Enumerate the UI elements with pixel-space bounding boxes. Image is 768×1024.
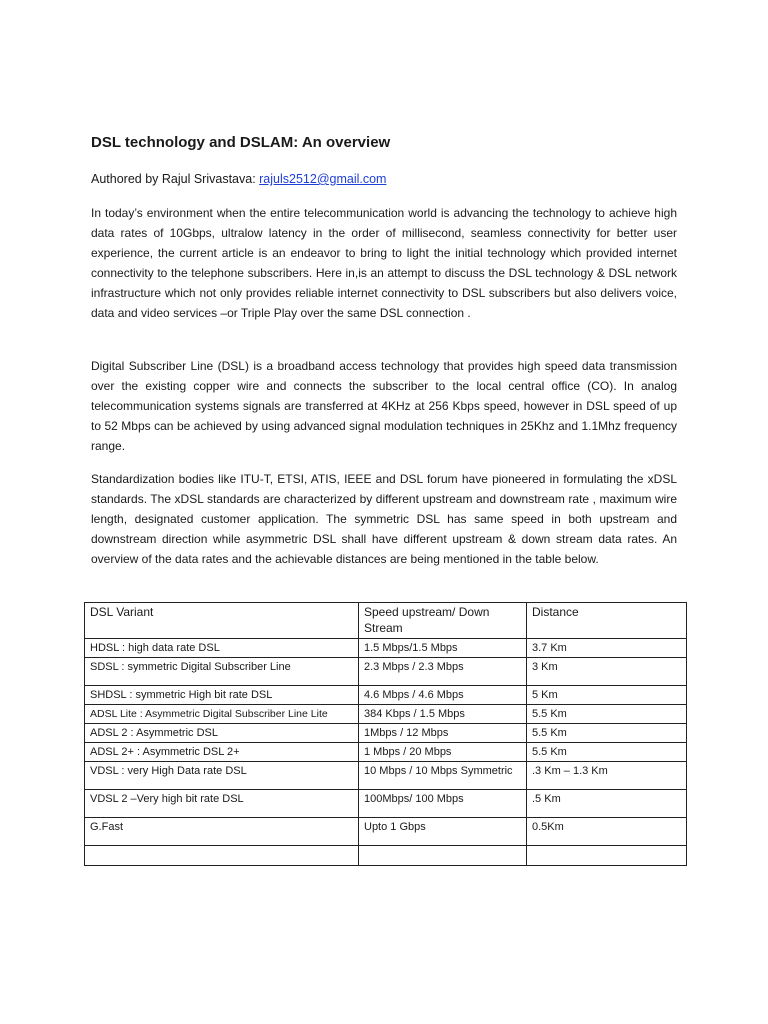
cell-speed <box>359 846 527 866</box>
cell-distance: 5.5 Km <box>527 743 687 762</box>
cell-distance: 0.5Km <box>527 818 687 846</box>
cell-variant: VDSL 2 –Very high bit rate DSL <box>85 790 359 818</box>
cell-speed: 384 Kbps / 1.5 Mbps <box>359 705 527 724</box>
table-row <box>85 743 687 762</box>
table-row <box>85 639 687 658</box>
cell-speed: 1Mbps / 12 Mbps <box>359 724 527 743</box>
dsl-variants-table <box>84 602 687 866</box>
cell-variant: SHDSL : symmetric High bit rate DSL <box>85 686 359 705</box>
cell-variant: HDSL : high data rate DSL <box>85 639 359 658</box>
document-title: DSL technology and DSLAM: An overview <box>91 134 391 151</box>
standards-paragraph: Standardization bodies like ITU-T, ETSI, ATIS, IEEE and DSL forum have pioneered in formulating the xDSL standards. The xDSL standards are characterized by different upstream and downstream rate , maximum wire length, designated customer application. The symmetric DSL has same speed in both upstream and downstream direction while asymmetric DSL shall have different upstream & down stream data rates. An overview of the data rates and the achievable distances are being mentioned in the table below. <box>91 472 677 566</box>
cell-speed: 1 Mbps / 20 Mbps <box>359 743 527 762</box>
cell-distance <box>527 846 687 866</box>
cell-variant <box>85 846 359 866</box>
cell-speed: 10 Mbps / 10 Mbps Symmetric <box>359 762 527 790</box>
header-distance: Distance <box>527 603 687 639</box>
table-row <box>85 790 687 818</box>
cell-variant: ADSL Lite : Asymmetric Digital Subscriber Line Lite <box>85 705 359 724</box>
cell-variant: ADSL 2 : Asymmetric DSL <box>85 724 359 743</box>
cell-distance: 5 Km <box>527 686 687 705</box>
table-row <box>85 705 687 724</box>
cell-speed: 100Mbps/ 100 Mbps <box>359 790 527 818</box>
cell-speed: Upto 1 Gbps <box>359 818 527 846</box>
header-speed: Speed upstream/ Down Stream <box>359 603 527 639</box>
cell-variant: G.Fast <box>85 818 359 846</box>
header-dsl-variant: DSL Variant <box>85 603 359 639</box>
cell-distance: 5.5 Km <box>527 724 687 743</box>
table-row <box>85 686 687 705</box>
table-row <box>85 762 687 790</box>
cell-variant: SDSL : symmetric Digital Subscriber Line <box>85 658 359 686</box>
author-prefix: Authored by Rajul Srivastava: <box>91 172 260 186</box>
table-row-empty <box>85 846 687 866</box>
cell-distance: .5 Km <box>527 790 687 818</box>
cell-speed: 4.6 Mbps / 4.6 Mbps <box>359 686 527 705</box>
table-row <box>85 818 687 846</box>
dsl-definition-paragraph: Digital Subscriber Line (DSL) is a broadband access technology that provides high speed data transmission over the existing copper wire and connects the subscriber to the local central office (CO). In analog telecommunication systems signals are transferred at 4KHz at 256 Kbps speed, however in DSL speed of up to 52 Mbps can be achieved by using advanced signal modulation techniques in 25Khz and 1.1Mhz frequency range. <box>91 359 677 453</box>
cell-distance: 5.5 Km <box>527 705 687 724</box>
table-row <box>85 658 687 686</box>
intro-paragraph: In today’s environment when the entire telecommunication world is advancing the technology to achieve high data rates of 10Gbps, ultralow latency in the order of millisecond, seamless connectivity for better user experience, the current article is an endeavor to bring to light the initial technology which provided internet connectivity to the telephone subscribers. Here in,is an attempt to discuss the DSL technology & DSL network infrastructure which not only provides reliable internet connectivity to DSL subscribers but also delivers voice, data and video services –or Triple Play over the same DSL connection . <box>91 206 677 320</box>
table-row <box>85 724 687 743</box>
cell-variant: ADSL 2+ : Asymmetric DSL 2+ <box>85 743 359 762</box>
cell-speed: 2.3 Mbps / 2.3 Mbps <box>359 658 527 686</box>
author-line <box>91 170 691 188</box>
author-email-link[interactable]: rajuls2512@gmail.com <box>259 172 387 186</box>
cell-variant: VDSL : very High Data rate DSL <box>85 762 359 790</box>
cell-distance: .3 Km – 1.3 Km <box>527 762 687 790</box>
cell-distance: 3 Km <box>527 658 687 686</box>
table-header-row <box>85 603 687 639</box>
cell-distance: 3.7 Km <box>527 639 687 658</box>
cell-speed: 1.5 Mbps/1.5 Mbps <box>359 639 527 658</box>
